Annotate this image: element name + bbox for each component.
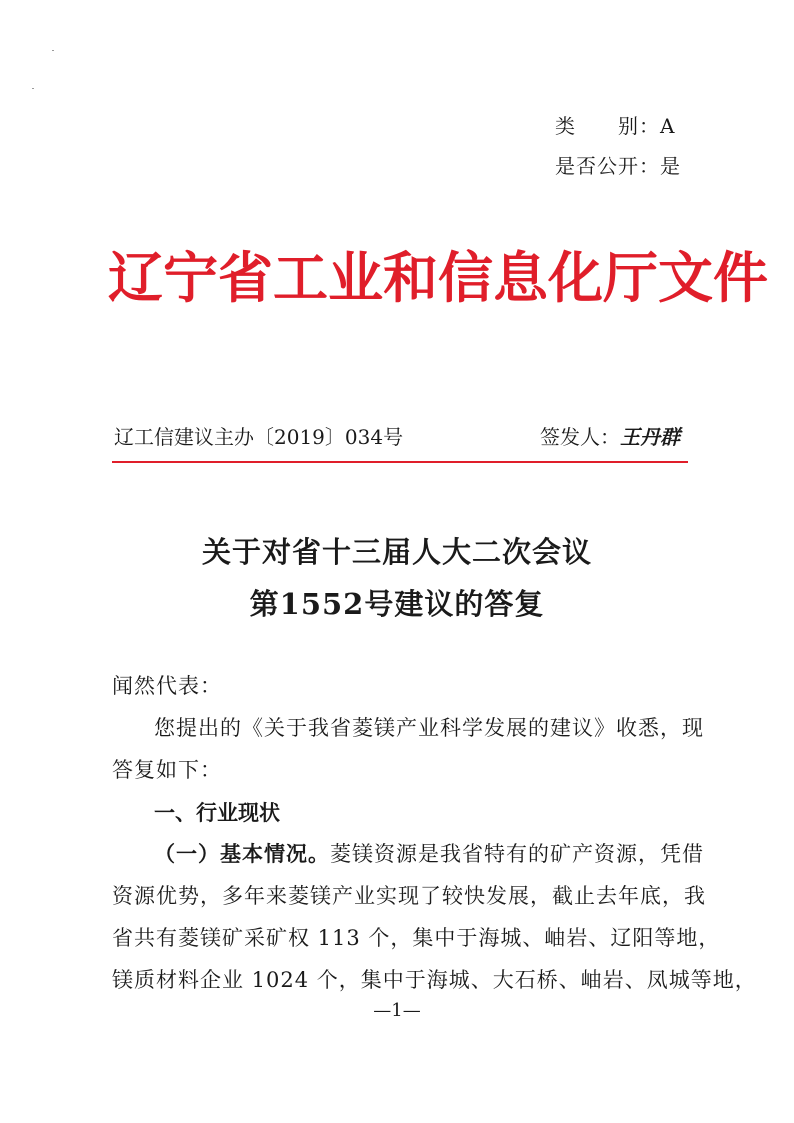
public-label: 是否公开： [555,154,660,178]
paragraph-1-line-1: 您提出的《关于我省菱镁产业科学发展的建议》收悉，现 [154,716,704,740]
signer-label: 签发人： [540,425,620,449]
public-value: 是 [660,154,681,178]
document-masthead: 辽宁省工业和信息化厅文件 [108,245,769,310]
section-title-1: 一、行业现状 [154,801,280,825]
salutation: 闻然代表： [112,674,222,698]
paragraph-2-lead: （一）基本情况。 [154,841,330,866]
heading-line-1: 关于对省十三届人大二次会议 [201,535,592,569]
category-label: 类 别： [555,114,660,138]
paragraph-2-line-1-text: 菱镁资源是我省特有的矿产资源，凭借 [330,842,704,866]
signer-line [540,421,680,450]
signer-name: 王丹群 [620,425,680,449]
paragraph-1-line-2: 答复如下： [112,758,222,782]
page-number: —1— [373,1000,421,1021]
category-line [555,110,675,139]
category-value: A [660,114,676,138]
scan-speck [32,88,34,89]
paragraph-2-line-3: 省共有菱镁矿采矿权 113 个，集中于海城、岫岩、辽阳等地， [112,926,721,950]
document-number: 辽工信建议主办〔2019〕034号 [114,425,404,449]
public-line [555,150,681,179]
red-divider [112,461,688,463]
paragraph-2-line-1 [154,838,704,868]
paragraph-2-line-4: 镁质材料企业 1024 个，集中于海城、大石桥、岫岩、凤城等地， [112,968,757,992]
heading-line-2: 第1552号建议的答复 [249,587,545,621]
paragraph-2-line-2: 资源优势，多年来菱镁产业实现了较快发展，截止去年底，我 [112,884,706,908]
scan-speck [52,50,54,51]
